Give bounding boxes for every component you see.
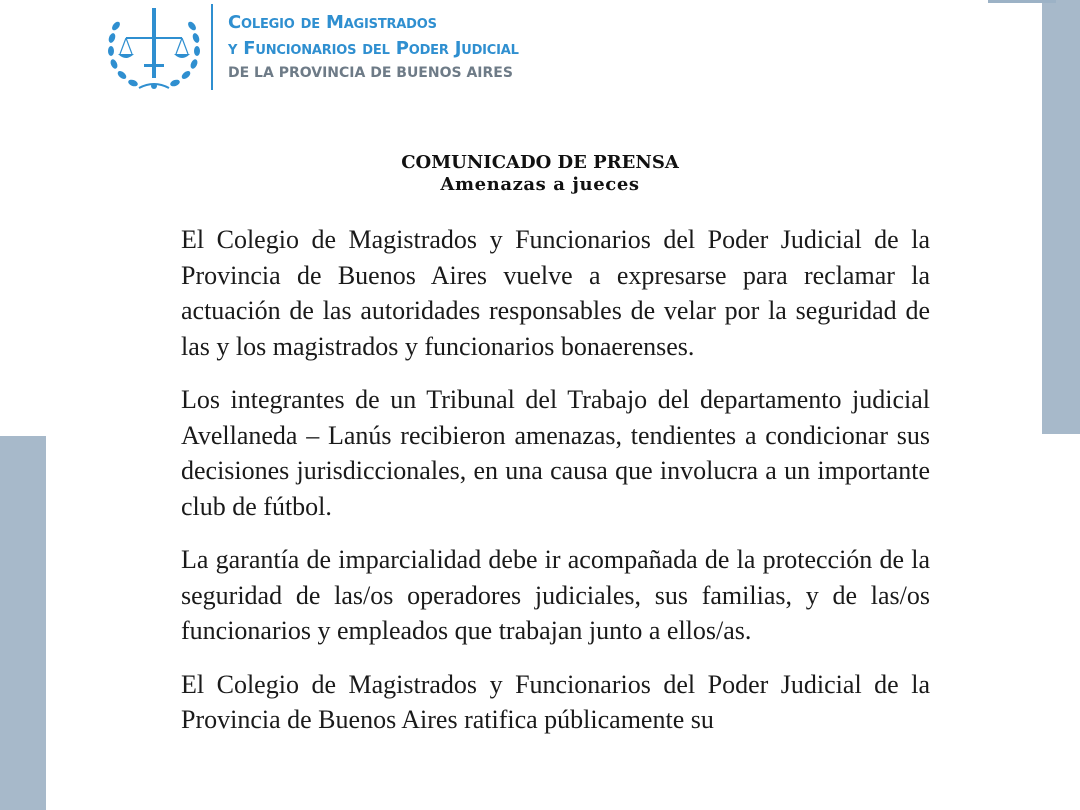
org-name-line-2: y Funcionarios del Poder Judicial <box>228 38 519 59</box>
decorative-bar-top <box>988 0 1056 3</box>
org-name-line-1: Colegio de Magistrados <box>228 12 437 33</box>
paragraph: La garantía de imparcialidad debe ir acompañada de la protección de la seguridad de las/os operadores judiciales, sus familias, y de las/os funcionarios y empleados que trabajan junto a ellos/as. <box>181 545 930 645</box>
document-heading <box>0 152 1080 196</box>
organization-name <box>228 10 519 84</box>
decorative-bar-right <box>1042 0 1080 434</box>
document-title: COMUNICADO DE PRENSA <box>401 152 679 173</box>
decorative-bar-left <box>0 436 46 810</box>
justice-scales-sword-emblem-icon <box>104 4 204 94</box>
paragraph: Los integrantes de un Tribunal del Trabajo del departamento judicial Avellaneda – Lanús recibieron amenazas, tendientes a condicionar sus decisiones jurisdiccionales, en una causa que involucra a un importante club de fútbol. <box>181 385 930 521</box>
logo-divider <box>211 4 213 90</box>
document-subtitle: Amenazas a jueces <box>440 174 640 195</box>
paragraph: El Colegio de Magistrados y Funcionarios del Poder Judicial de la Provincia de Buenos Aires ratifica públicamente su <box>181 669 930 734</box>
document-body <box>181 222 930 756</box>
org-name-line-3: DE LA PROVINCIA DE BUENOS AIRES <box>228 65 513 81</box>
paragraph: El Colegio de Magistrados y Funcionarios del Poder Judicial de la Provincia de Buenos Aires vuelve a expresarse para reclamar la actuación de las autoridades responsables de velar por la seguridad de las y los magistrados y funcionarios bonaerenses. <box>181 225 930 361</box>
